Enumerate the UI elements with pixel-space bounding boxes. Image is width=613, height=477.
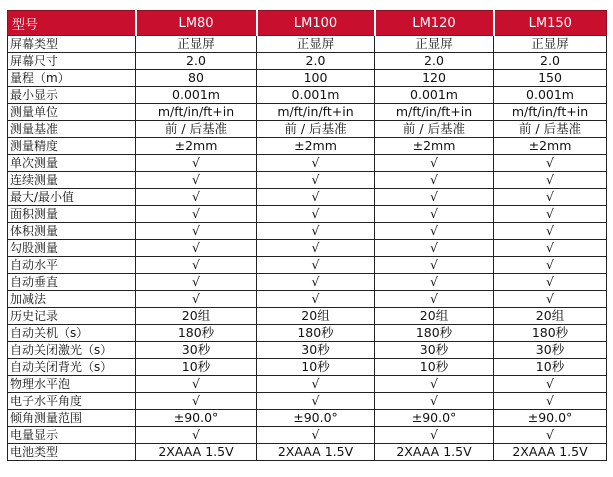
table-cell: 100	[257, 70, 375, 87]
table-cell: 0.001m	[494, 87, 607, 104]
row-label: 体积测量	[8, 223, 136, 240]
table-cell: 120	[375, 70, 494, 87]
row-label: 倾角测量范围	[8, 410, 136, 427]
table-cell: 30秒	[494, 342, 607, 359]
table-cell: √	[136, 189, 257, 206]
table-row	[8, 240, 607, 257]
table-cell: √	[494, 376, 607, 393]
table-cell: 正显屏	[136, 36, 257, 53]
table-cell: √	[136, 393, 257, 410]
table-cell: 20组	[375, 308, 494, 325]
table-cell: 0.001m	[375, 87, 494, 104]
table-cell: √	[375, 274, 494, 291]
table-cell: 30秒	[136, 342, 257, 359]
table-cell: 2.0	[136, 53, 257, 70]
table-cell: 20组	[136, 308, 257, 325]
header-model: LM120	[375, 11, 494, 36]
table-cell: √	[494, 274, 607, 291]
table-cell: √	[375, 155, 494, 172]
row-label: 最小显示	[8, 87, 136, 104]
table-row	[8, 138, 607, 155]
table-cell: m/ft/in/ft+in	[257, 104, 375, 121]
row-label: 自动水平	[8, 257, 136, 274]
table-row	[8, 36, 607, 53]
row-label: 加减法	[8, 291, 136, 308]
row-label: 最大/最小值	[8, 189, 136, 206]
table-cell: ±2mm	[494, 138, 607, 155]
table-cell: 20组	[257, 308, 375, 325]
table-cell: ±90.0°	[375, 410, 494, 427]
table-row	[8, 206, 607, 223]
spec-table	[7, 10, 607, 461]
table-cell: 180秒	[494, 325, 607, 342]
table-cell: √	[136, 427, 257, 444]
table-row	[8, 155, 607, 172]
table-cell: 30秒	[375, 342, 494, 359]
table-cell: √	[494, 206, 607, 223]
table-cell: 2XAAA 1.5V	[136, 444, 257, 461]
row-label: 自动垂直	[8, 274, 136, 291]
header-model: LM100	[257, 11, 375, 36]
table-cell: ±2mm	[375, 138, 494, 155]
table-cell: √	[257, 274, 375, 291]
table-cell: ±90.0°	[136, 410, 257, 427]
table-cell: √	[257, 240, 375, 257]
table-cell: 30秒	[257, 342, 375, 359]
table-cell: √	[257, 291, 375, 308]
table-cell: 10秒	[494, 359, 607, 376]
table-cell: 前 / 后基准	[257, 121, 375, 138]
table-cell: √	[136, 155, 257, 172]
table-cell: 2XAAA 1.5V	[257, 444, 375, 461]
table-cell: √	[375, 223, 494, 240]
table-cell: 前 / 后基准	[375, 121, 494, 138]
table-row	[8, 104, 607, 121]
table-row	[8, 308, 607, 325]
table-cell: 前 / 后基准	[494, 121, 607, 138]
table-row	[8, 223, 607, 240]
table-cell: √	[136, 274, 257, 291]
header-label: 型号	[8, 11, 136, 36]
header-model: LM150	[494, 11, 607, 36]
table-cell: √	[494, 223, 607, 240]
table-cell: √	[494, 257, 607, 274]
row-label: 测量精度	[8, 138, 136, 155]
table-cell: ±2mm	[257, 138, 375, 155]
table-cell: √	[494, 291, 607, 308]
table-cell: 正显屏	[375, 36, 494, 53]
table-cell: m/ft/in/ft+in	[494, 104, 607, 121]
table-cell: √	[257, 257, 375, 274]
table-cell: 20组	[494, 308, 607, 325]
table-cell: √	[257, 155, 375, 172]
table-cell: √	[494, 240, 607, 257]
table-cell: 前 / 后基准	[136, 121, 257, 138]
row-label: 屏幕尺寸	[8, 53, 136, 70]
table-cell: √	[136, 257, 257, 274]
row-label: 电子水平角度	[8, 393, 136, 410]
table-row	[8, 53, 607, 70]
table-cell: √	[494, 189, 607, 206]
table-cell: 180秒	[257, 325, 375, 342]
table-row	[8, 410, 607, 427]
table-cell: 180秒	[375, 325, 494, 342]
table-cell: √	[136, 376, 257, 393]
table-row	[8, 444, 607, 461]
table-cell: 2XAAA 1.5V	[494, 444, 607, 461]
table-cell: √	[375, 206, 494, 223]
row-label: 自动关闭背光（s）	[8, 359, 136, 376]
table-cell: 2.0	[257, 53, 375, 70]
table-row	[8, 359, 607, 376]
row-label: 自动关闭激光（s）	[8, 342, 136, 359]
table-cell: √	[136, 172, 257, 189]
table-cell: 正显屏	[257, 36, 375, 53]
table-cell: √	[257, 206, 375, 223]
table-cell: √	[136, 240, 257, 257]
table-cell: √	[375, 257, 494, 274]
table-row	[8, 70, 607, 87]
table-cell: √	[257, 189, 375, 206]
table-cell: √	[375, 189, 494, 206]
spec-table-container	[7, 10, 606, 461]
row-label: 量程（m）	[8, 70, 136, 87]
table-cell: 2.0	[375, 53, 494, 70]
row-label: 测量单位	[8, 104, 136, 121]
row-label: 测量基准	[8, 121, 136, 138]
table-cell: √	[257, 427, 375, 444]
table-row	[8, 342, 607, 359]
table-cell: √	[136, 223, 257, 240]
table-cell: 正显屏	[494, 36, 607, 53]
table-cell: √	[375, 291, 494, 308]
table-cell: 0.001m	[257, 87, 375, 104]
table-cell: 10秒	[257, 359, 375, 376]
table-cell: √	[375, 427, 494, 444]
table-row	[8, 172, 607, 189]
table-row	[8, 121, 607, 138]
table-cell: √	[257, 393, 375, 410]
table-row	[8, 257, 607, 274]
table-cell: 2.0	[494, 53, 607, 70]
table-cell: 180秒	[136, 325, 257, 342]
table-cell: √	[375, 172, 494, 189]
table-cell: √	[257, 223, 375, 240]
table-row	[8, 393, 607, 410]
table-row	[8, 427, 607, 444]
table-row	[8, 274, 607, 291]
row-label: 勾股测量	[8, 240, 136, 257]
table-cell: m/ft/in/ft+in	[375, 104, 494, 121]
table-cell: ±90.0°	[257, 410, 375, 427]
table-cell: √	[257, 172, 375, 189]
row-label: 单次测量	[8, 155, 136, 172]
table-cell: √	[375, 376, 494, 393]
table-cell: √	[375, 393, 494, 410]
row-label: 历史记录	[8, 308, 136, 325]
header-row	[8, 11, 607, 36]
table-cell: √	[494, 155, 607, 172]
row-label: 电量显示	[8, 427, 136, 444]
row-label: 物理水平泡	[8, 376, 136, 393]
table-cell: √	[257, 376, 375, 393]
table-cell: 0.001m	[136, 87, 257, 104]
table-cell: 80	[136, 70, 257, 87]
table-row	[8, 376, 607, 393]
table-cell: √	[375, 240, 494, 257]
table-row	[8, 87, 607, 104]
table-cell: ±2mm	[136, 138, 257, 155]
table-cell: 2XAAA 1.5V	[375, 444, 494, 461]
table-row	[8, 291, 607, 308]
table-cell: √	[494, 172, 607, 189]
spec-table-body	[8, 36, 607, 461]
row-label: 面积测量	[8, 206, 136, 223]
table-cell: 150	[494, 70, 607, 87]
row-label: 连续测量	[8, 172, 136, 189]
table-cell: ±90.0°	[494, 410, 607, 427]
table-cell: 10秒	[136, 359, 257, 376]
table-cell: 10秒	[375, 359, 494, 376]
row-label: 电池类型	[8, 444, 136, 461]
row-label: 自动关机（s）	[8, 325, 136, 342]
table-cell: √	[494, 393, 607, 410]
table-row	[8, 325, 607, 342]
header-model: LM80	[136, 11, 257, 36]
table-row	[8, 189, 607, 206]
table-cell: √	[494, 427, 607, 444]
table-cell: √	[136, 206, 257, 223]
table-cell: √	[136, 291, 257, 308]
table-cell: m/ft/in/ft+in	[136, 104, 257, 121]
row-label: 屏幕类型	[8, 36, 136, 53]
